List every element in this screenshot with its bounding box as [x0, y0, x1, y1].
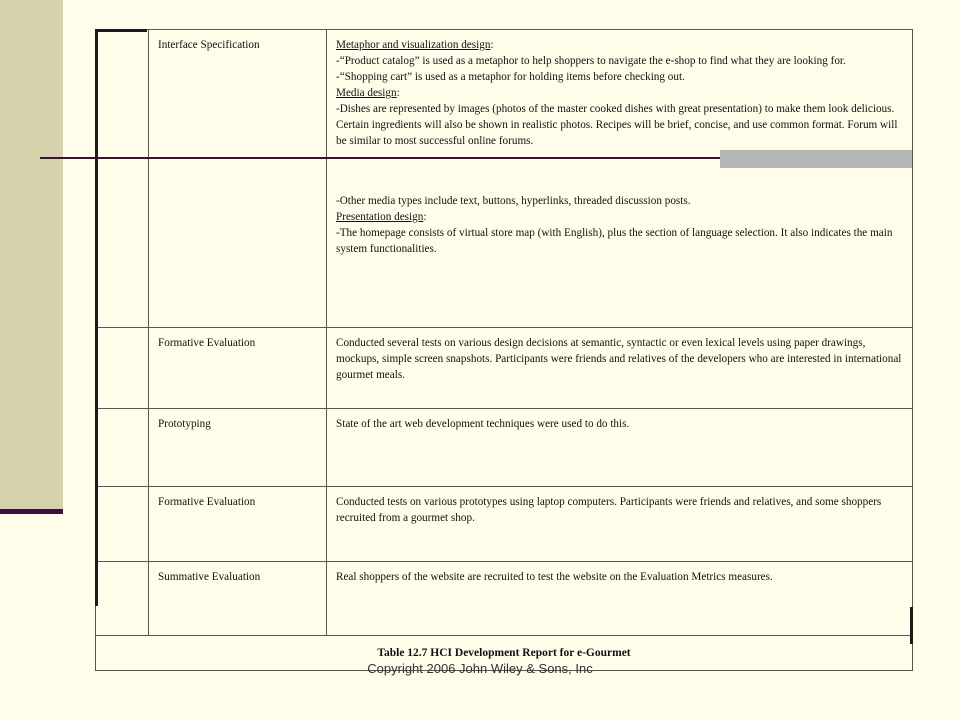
- phase-cell: Formative Evaluation: [149, 487, 327, 562]
- phase-cell: Summative Evaluation: [149, 562, 327, 636]
- description-cell: Real shoppers of the website are recruited to test the website on the Evaluation Metrics measures.: [327, 562, 913, 636]
- grey-accent-block: [720, 150, 912, 168]
- left-band-accent-bar: [0, 509, 63, 514]
- blank-column-cell: [96, 487, 149, 562]
- table-caption: Table 12.7 HCI Development Report for e-Gourmet: [96, 636, 913, 671]
- description-cell: State of the art web development techniques were used to do this.: [327, 409, 913, 487]
- presentation-line: -The homepage consists of virtual store map (with English), plus the section of language selection. It also indicates the main system functionalities.: [336, 227, 893, 255]
- phase-cell: Formative Evaluation: [149, 328, 327, 409]
- media-heading: Media design:: [336, 87, 400, 99]
- description-cell: Conducted several tests on various design decisions at semantic, syntactic or even lexical levels using paper drawings, mockups, simple screen snapshots. Participants were friends and relatives of the developers who are interested in international gourmet meals.: [327, 328, 913, 409]
- metaphor-line: -“Product catalog” is used as a metaphor to help shoppers to navigate the e-shop to find what they are looking for.: [336, 55, 846, 67]
- table-row: [96, 409, 913, 487]
- blank-column-cell: [96, 328, 149, 409]
- table-row: [96, 328, 913, 409]
- left-decorative-band: [0, 0, 63, 512]
- copyright-footer: Copyright 2006 John Wiley & Sons, Inc: [367, 661, 593, 676]
- phase-cell: Interface Specification: [149, 30, 327, 328]
- table-row: [96, 487, 913, 562]
- table-top-border: [95, 29, 147, 32]
- metaphor-heading: Metaphor and visualization design:: [336, 39, 494, 51]
- blank-column-cell: [96, 30, 149, 328]
- details-cell: [327, 30, 913, 328]
- blank-column-cell: [96, 409, 149, 487]
- table-row: [96, 562, 913, 636]
- presentation-heading: Presentation design:: [336, 211, 427, 223]
- blank-column-cell: [96, 562, 149, 636]
- table-row: [96, 30, 913, 328]
- media-line: -Dishes are represented by images (photos of the master cooked dishes with great presentation) to make them look delicious. Certain ingredients will also be shown in realistic photos. Recipes will be brief, concise, and use common format. Forum will be similar to most successful online forums.: [336, 103, 898, 147]
- media-line: -Other media types include text, buttons, hyperlinks, threaded discussion posts.: [336, 195, 691, 207]
- caption-right-border: [910, 607, 913, 644]
- table-left-border: [95, 29, 98, 606]
- description-cell: Conducted tests on various prototypes using laptop computers. Participants were friends and relatives, and some shoppers recruited from a gourmet shop.: [327, 487, 913, 562]
- metaphor-line: -“Shopping cart” is used as a metaphor for holding items before checking out.: [336, 71, 685, 83]
- phase-cell: Prototyping: [149, 409, 327, 487]
- hci-development-report-table: [95, 29, 913, 671]
